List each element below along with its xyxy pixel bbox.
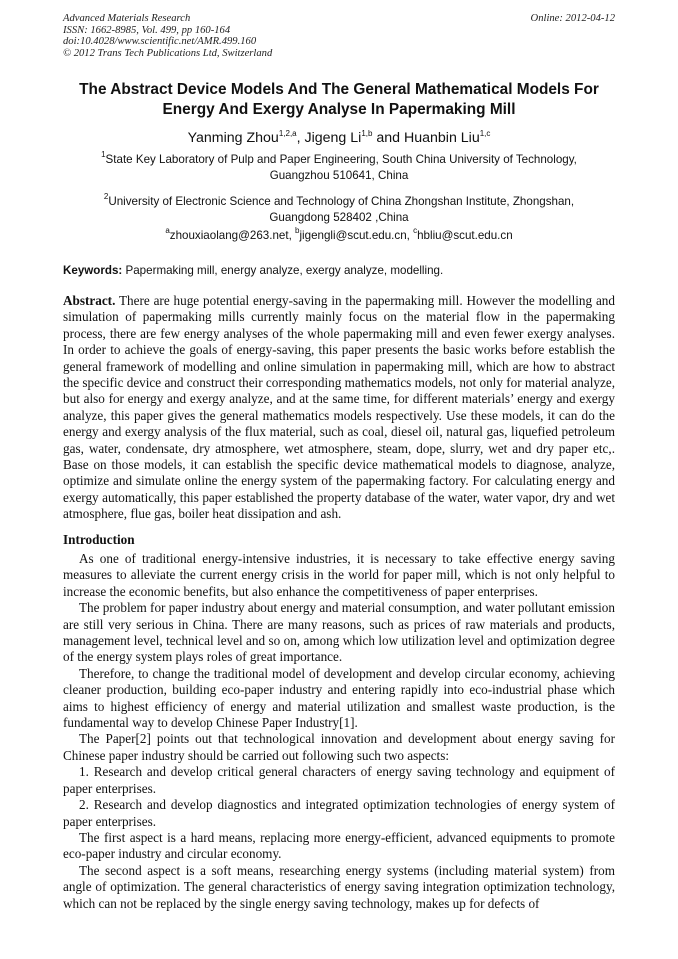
- affiliation-2: [60, 194, 618, 226]
- email-link[interactable]: jigengli@scut.edu.cn,: [299, 229, 414, 242]
- author-separator: ,: [296, 130, 305, 146]
- author-separator: and: [372, 130, 404, 146]
- affiliation-line: Guangzhou 510641, China: [269, 169, 409, 182]
- author-affiliation-mark: 1,c: [479, 129, 491, 138]
- email-mark: c: [413, 226, 418, 235]
- author-list: [0, 129, 678, 147]
- journal-header: [63, 13, 272, 60]
- keywords-label: Keywords:: [63, 264, 123, 277]
- introduction-body: [63, 551, 615, 912]
- email-mark: a: [165, 226, 170, 235]
- author-name: Yanming Zhou: [187, 130, 279, 146]
- affiliation-1: [60, 152, 618, 184]
- keywords: [63, 263, 623, 279]
- journal-name: Advanced Materials Research: [63, 13, 191, 24]
- title-line-2: Energy And Exergy Analyse In Papermaking Mill: [162, 101, 516, 118]
- paragraph: The first aspect is a hard means, replacing more energy-efficient, advanced equipments to promote eco-paper industry and circular economy.: [63, 829, 615, 862]
- paper-title: [40, 80, 638, 120]
- abstract: [63, 293, 615, 523]
- author-name: Huanbin Liu: [404, 130, 480, 146]
- issn-info: ISSN: 1662-8985, Vol. 499, pp 160-164: [63, 24, 231, 36]
- paragraph: The second aspect is a soft means, researching energy systems (including material system) from angle of optimization. The general characteristics of energy saving integration optimization technology, which can not be replaced by the single energy saving technology, makes up for defects of: [63, 862, 615, 911]
- abstract-label: Abstract.: [63, 293, 116, 308]
- list-item: 1. Research and develop critical general characters of energy saving technology and equipment of paper enterprises.: [63, 764, 615, 796]
- email-link[interactable]: zhouxiaolang@263.net,: [169, 229, 296, 242]
- paragraph: Therefore, to change the traditional model of development and develop circular economy, achieving cleaner production, building eco-paper industry and entering rapidly into eco-industrial phase which aims to highest efficiency of energy and material utilization and smallest waste production, is the fundamental way to develop Chinese Paper Industry[1].: [63, 665, 615, 731]
- affiliation-line: University of Electronic Science and Technology of China Zhongshan Institute, Zhongshan,: [108, 195, 575, 208]
- title-line-1: The Abstract Device Models And The General Mathematical Models For: [79, 81, 599, 98]
- author-name: Jigeng Li: [304, 130, 362, 146]
- doi-link[interactable]: doi:10.4028/www.scientific.net/AMR.499.160: [63, 36, 257, 48]
- copyright-notice: © 2012 Trans Tech Publications Ltd, Switzerland: [63, 48, 273, 60]
- author-affiliation-mark: 1,2,a: [278, 129, 297, 138]
- paragraph: The problem for paper industry about energy and material consumption, and water pollutant emission are still very serious in China. There are many reasons, such as prices of raw materials and products, management level, technical level and so on, among which low utilization level and optimization degree of the energy system plays roles of great importance.: [63, 600, 615, 665]
- section-heading-introduction: Introduction: [63, 532, 135, 547]
- abstract-text: There are huge potential energy-saving in the papermaking mill. However the modelling and simulation of papermaking mills currently mainly focus on the material flow in the papermaking process, there are few energy analyses of the whole papermaking mill and even fewer exergy analyses. In order to achieve the goals of energy-saving, this paper presents the basic works before establish the general framework of modelling and online simulation in papermaking mill, which are how to abstract the specific device and construct their corresponding mathematics models, not only for material analyze, but also for energy and exergy analyze, and at the same time, for different materials’ energy and exergy analyze, this paper gives the general mathematics models respectively. Use these models, it can do the energy and exergy analysis of the flux material, such as coal, diesel oil, natural gas, liquefied petroleum gas, water, condensate, dry atmosphere, wet atmosphere, steam, dope, slurry, wet and dry paper etc,. Base on those models, it can establish the specific device mathematical models to diagnose, analyze, optimize and simulate online the energy system of the papermaking factory. For calculating energy and exergy automatically, this paper established the property database of the water, water vapor, dry and wet atmosphere, flue gas, boiler heat dissipation and ash.: [63, 293, 615, 522]
- online-date: Online: 2012-04-12: [530, 13, 615, 24]
- author-affiliation-mark: 1,b: [361, 129, 373, 138]
- paragraph: The Paper[2] points out that technological innovation and development about energy saving for Chinese paper industry should be carried out following such two aspects:: [63, 731, 615, 763]
- affiliation-line: State Key Laboratory of Pulp and Paper Engineering, South China University of Technology,: [105, 153, 577, 166]
- list-item: 2. Research and develop diagnostics and integrated optimization technologies of energy system of paper enterprises.: [63, 797, 615, 829]
- affiliation-mark: 2: [103, 192, 109, 201]
- keywords-text: Papermaking mill, energy analyze, exergy analyze, modelling.: [122, 264, 444, 277]
- email-mark: b: [295, 226, 300, 235]
- paragraph: As one of traditional energy-intensive industries, it is necessary to take effective energy saving measures to alleviate the current energy crisis in the world for paper mill, which is not only helpful to increase the economic benefits, but also enhance the competitiveness of paper enterprises.: [63, 551, 615, 599]
- author-emails: [0, 228, 678, 244]
- affiliation-mark: 1: [101, 150, 106, 159]
- affiliation-line: Guangdong 528402 ,China: [269, 211, 409, 224]
- email-link[interactable]: hbliu@scut.edu.cn: [417, 229, 513, 242]
